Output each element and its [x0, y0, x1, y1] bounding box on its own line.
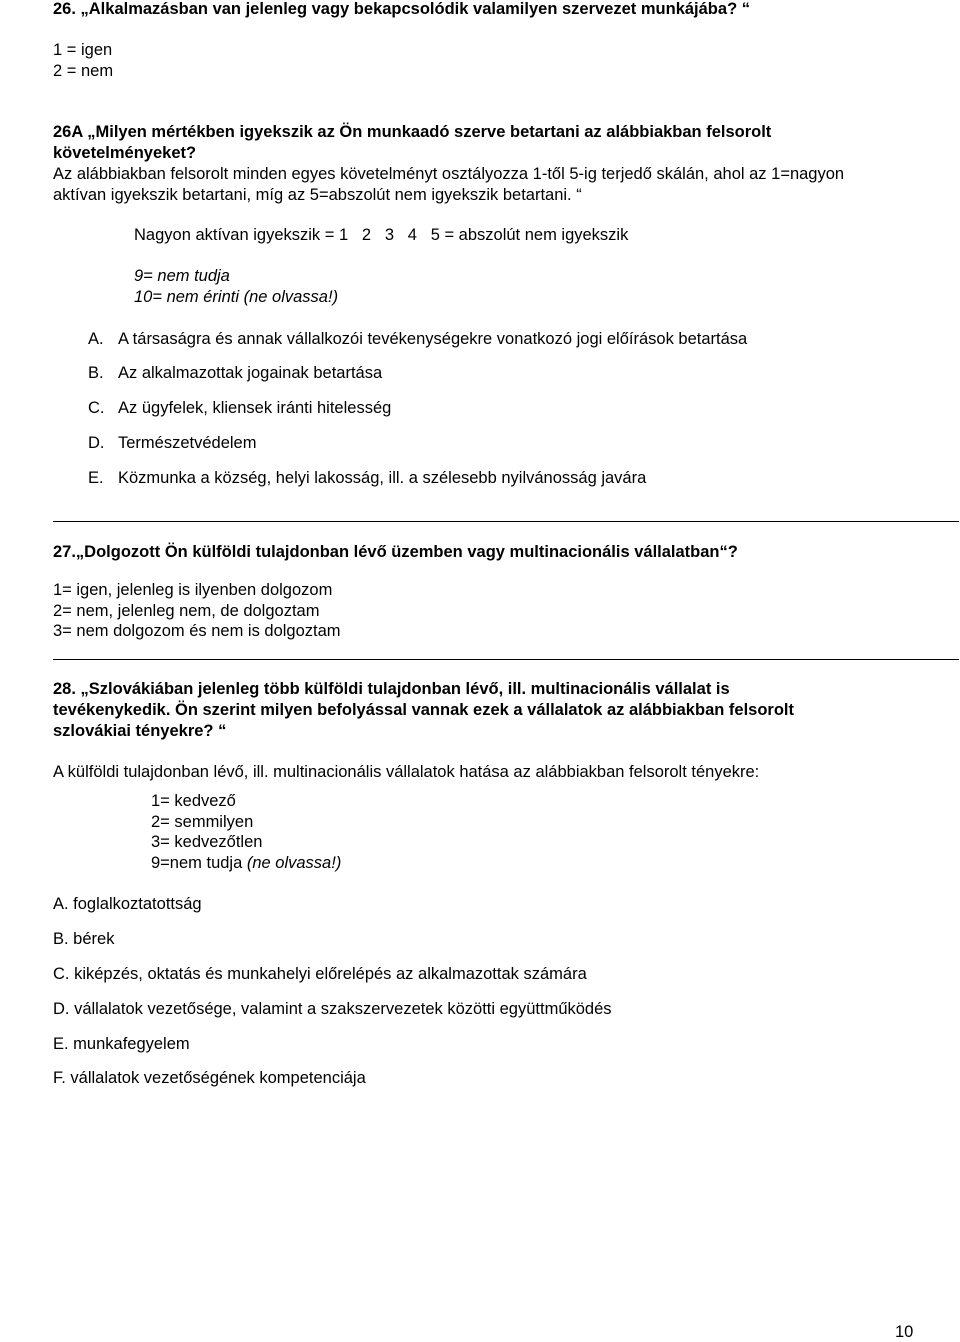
- q26a-notapplicable: 10= nem érinti (ne olvassa!): [134, 288, 339, 306]
- q26a-item-letter: C.: [88, 399, 105, 417]
- q28-title-line3: szlovákiai tényekre? “: [53, 722, 227, 740]
- q26a-item-text: Természetvédelem: [118, 434, 257, 452]
- q28-item: A. foglalkoztatottság: [53, 895, 202, 913]
- q26a-title-line2: követelményeket?: [53, 144, 197, 162]
- q28-item: B. bérek: [53, 930, 115, 948]
- q26-option-2: 2 = nem: [53, 62, 114, 80]
- q28-scale-option: 3= kedvezőtlen: [151, 833, 263, 851]
- q26a-item-text: A társaságra és annak vállalkozói tevékenységekre vonatkozó jogi előírások betartása: [118, 330, 748, 348]
- q27-option-3: 3= nem dolgozom és nem is dolgoztam: [53, 622, 341, 640]
- page-number: 10: [895, 1323, 914, 1341]
- q27-option-2: 2= nem, jelenleg nem, de dolgoztam: [53, 602, 320, 620]
- q26a-item-letter: B.: [88, 364, 104, 382]
- q28-scale-option: 1= kedvező: [151, 792, 236, 810]
- q26-option-1: 1 = igen: [53, 41, 113, 59]
- q28-item: C. kiképzés, oktatás és munkahelyi előrelépés az alkalmazottak számára: [53, 965, 587, 983]
- q26a-intro-line1: Az alábbiakban felsorolt minden egyes követelményt osztályozza 1-től 5-ig terjedő skálán, ahol az 1=nagyon: [53, 165, 845, 183]
- q26a-item-text: Közmunka a község, helyi lakosság, ill. a szélesebb nyilvánosság javára: [118, 469, 647, 487]
- q28-title-line1: 28. „Szlovákiában jelenleg több külföldi tulajdonban lévő, ill. multinacionális vállalat is: [53, 680, 730, 698]
- q27-option-1: 1= igen, jelenleg is ilyenben dolgozom: [53, 581, 333, 599]
- q28-item: E. munkafegyelem: [53, 1035, 190, 1053]
- q27-title: 27.„Dolgozott Ön külföldi tulajdonban lévő üzemben vagy multinacionális vállalatban“?: [53, 543, 738, 561]
- q26a-scale: Nagyon aktívan igyekszik = 1 2 3 4 5 = abszolút nem igyekszik: [134, 226, 629, 244]
- q26a-item-letter: E.: [88, 469, 104, 487]
- q26a-title-line1: 26A „Milyen mértékben igyekszik az Ön munkaadó szerve betartani az alábbiakban felsorolt: [53, 123, 772, 141]
- q28-scale-option: 2= semmilyen: [151, 813, 254, 831]
- q26a-dontknow: 9= nem tudja: [134, 267, 230, 285]
- q28-dontknow-label: 9=nem tudja: [151, 854, 247, 872]
- section-divider: [53, 659, 959, 660]
- q28-item: D. vállalatok vezetősége, valamint a szakszervezetek közötti együttműködés: [53, 1000, 612, 1018]
- q28-dontknow-note: (ne olvassa!): [246, 854, 342, 872]
- q26a-item-letter: D.: [88, 434, 105, 452]
- q28-item: F. vállalatok vezetőségének kompetenciája: [53, 1069, 366, 1087]
- q26-title: 26. „Alkalmazásban van jelenleg vagy bekapcsolódik valamilyen szervezet munkájába? “: [53, 0, 750, 18]
- q28-dontknow: [151, 854, 341, 873]
- q28-title-line2: tevékenykedik. Ön szerint milyen befolyással vannak ezek a vállalatok az alábbiakban felsorolt: [53, 701, 794, 719]
- q26a-item-text: Az alkalmazottak jogainak betartása: [118, 364, 383, 382]
- q26a-item-text: Az ügyfelek, kliensek iránti hitelesség: [118, 399, 392, 417]
- q26a-intro-line2: aktívan igyekszik betartani, míg az 5=abszolút nem igyekszik betartani. “: [53, 186, 582, 204]
- q26a-item-letter: A.: [88, 330, 104, 348]
- section-divider: [53, 521, 959, 522]
- q28-intro: A külföldi tulajdonban lévő, ill. multinacionális vállalatok hatása az alábbiakban felsorolt tényekre:: [53, 763, 760, 781]
